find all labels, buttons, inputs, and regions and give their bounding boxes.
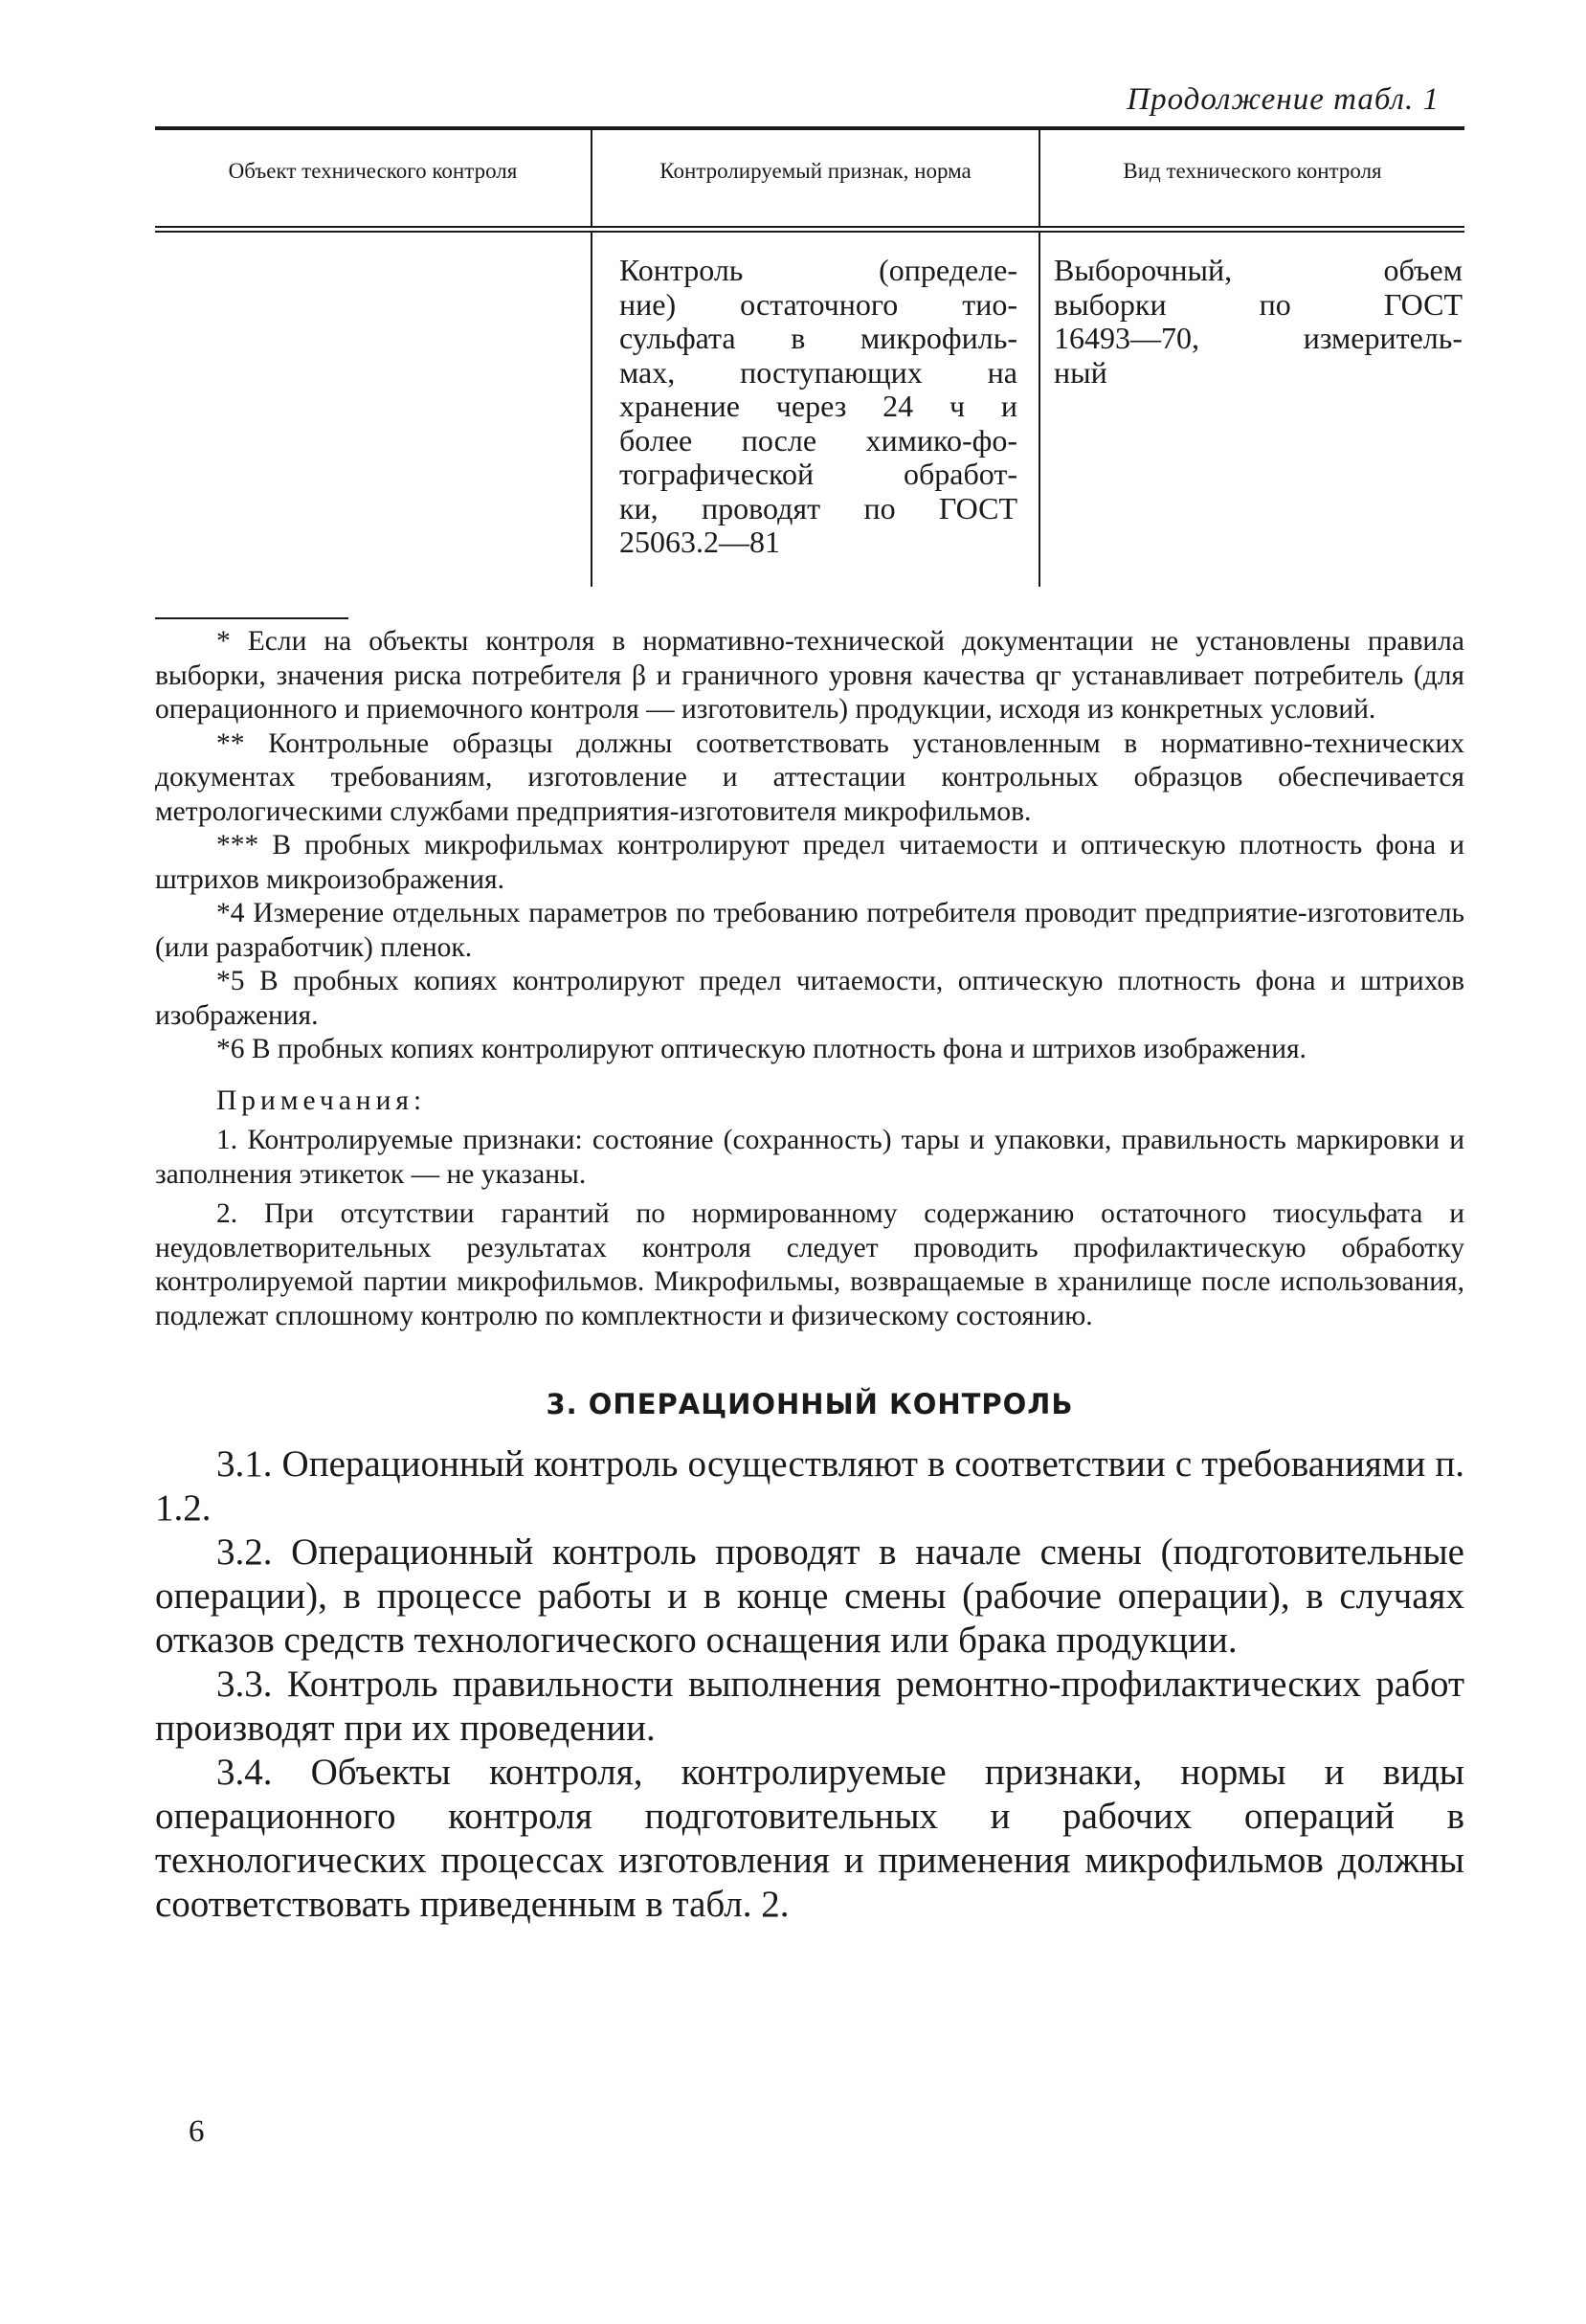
note: 1. Контролируемые признаки: состояние (сохранность) тары и упаковки, правильность маркировки и заполнения этикеток — не указаны. xyxy=(155,1125,1464,1190)
footnote: *6 В пробных копиях контролируют оптическую плотность фона и штрихов изображения. xyxy=(216,1034,1307,1064)
kind-line: Выборочный, объем xyxy=(1054,253,1463,287)
footnote: *** В пробных микрофильмах контролируют предел читаемости и оптическую плотность фона и штрихов микроизображения. xyxy=(155,830,1464,895)
footnote: *5 В пробных копиях контролируют предел читаемости, оптическую плотность фона и штрихов изображения. xyxy=(155,966,1464,1031)
paragraph: 3.4. Объекты контроля, контролируемые признаки, нормы и виды операционного контроля подготовительных и рабочих операций в технологических процессах изготовления и применения микрофильмов должны соответствовать приведенным в табл. 2. xyxy=(155,1752,1464,1925)
feature-line: тографической обработ- xyxy=(619,457,1017,491)
table-header-rule xyxy=(155,226,1464,233)
feature-line: более после химико-фо- xyxy=(619,422,1017,458)
footnote: * Если на объекты контроля в нормативно-технической документации не установлены правила выборки, значения риска потребителя β и граничного уровня качества qг устанавливает потребитель (для операционного и приемочного контроля — изготовитель) продукции, исходя из конкретных условий. xyxy=(155,626,1464,725)
table-header-object: Объект технического контроля xyxy=(228,159,518,183)
table-header-row xyxy=(155,130,1464,226)
table-row xyxy=(155,233,1464,587)
kind-line: выборки по ГОСТ xyxy=(1054,286,1463,322)
notes-title: Примечания: xyxy=(216,1084,427,1116)
paragraph: 3.3. Контроль правильности выполнения ремонтно-профилактических работ производят при их проведении. xyxy=(155,1664,1464,1749)
feature-line: ки, проводят по ГОСТ xyxy=(619,490,1017,525)
footnotes xyxy=(155,625,1464,1067)
table-header-feature: Контролируемый признак, норма xyxy=(591,130,1039,226)
kind-line: ный xyxy=(1054,354,1107,390)
table-header-kind: Вид технического контроля xyxy=(1039,130,1464,226)
kind-line: 16493—70, измеритель- xyxy=(1054,321,1463,355)
paragraph: 3.1. Операционный контроль осуществляют в соответствии с требованиями п. 1.2. xyxy=(155,1443,1464,1529)
feature-line: Контроль (определе- xyxy=(619,253,1017,287)
footnote: ** Контрольные образцы должны соответствовать установленным в нормативно-технических документах требованиям, изготовление и аттестации контрольных образцов обеспечивается метрологическими службами предприятия-изготовителя микрофильмов. xyxy=(155,727,1464,827)
feature-line: ние) остаточного тио- xyxy=(619,286,1017,322)
paragraph: 3.2. Операционный контроль проводят в начале смены (подготовительные операции), в процессе работы и в конце смены (рабочие операции), в случаях отказов средств технологического оснащения или брака продукции. xyxy=(155,1531,1464,1661)
document-page xyxy=(155,75,1464,1927)
section-title: 3. ОПЕРАЦИОННЫЙ КОНТРОЛЬ xyxy=(546,1388,1074,1420)
footnote: *4 Измерение отдельных параметров по требованию потребителя проводит предприятие-изготовитель (или разработчик) пленок. xyxy=(155,898,1464,963)
feature-line: сульфата в микрофиль- xyxy=(619,321,1017,355)
table-cell-feature xyxy=(591,233,1039,587)
note: 2. При отсутствии гарантий по нормированному содержанию остаточного тиосульфата и неудовлетворительных результатах контроля следует проводить профилактическую обработку контролируемой партии микрофильмов. Микрофильмы, возвращаемые в хранилище после использования, подлежат сплошному контролю по комплектности и физическому состоянию. xyxy=(155,1198,1464,1331)
feature-line: 25063.2—81 xyxy=(619,525,780,559)
feature-line: хранение через 24 ч и xyxy=(619,389,1017,423)
table-cell-kind xyxy=(1039,233,1464,587)
section-body xyxy=(155,1442,1464,1927)
footnote-separator xyxy=(155,617,348,619)
table-cell-object xyxy=(155,233,591,587)
table-continuation-label: Продолжение табл. 1 xyxy=(1127,82,1440,117)
page-number: 6 xyxy=(189,2114,205,2149)
feature-line: мах, поступающих на xyxy=(619,354,1017,390)
